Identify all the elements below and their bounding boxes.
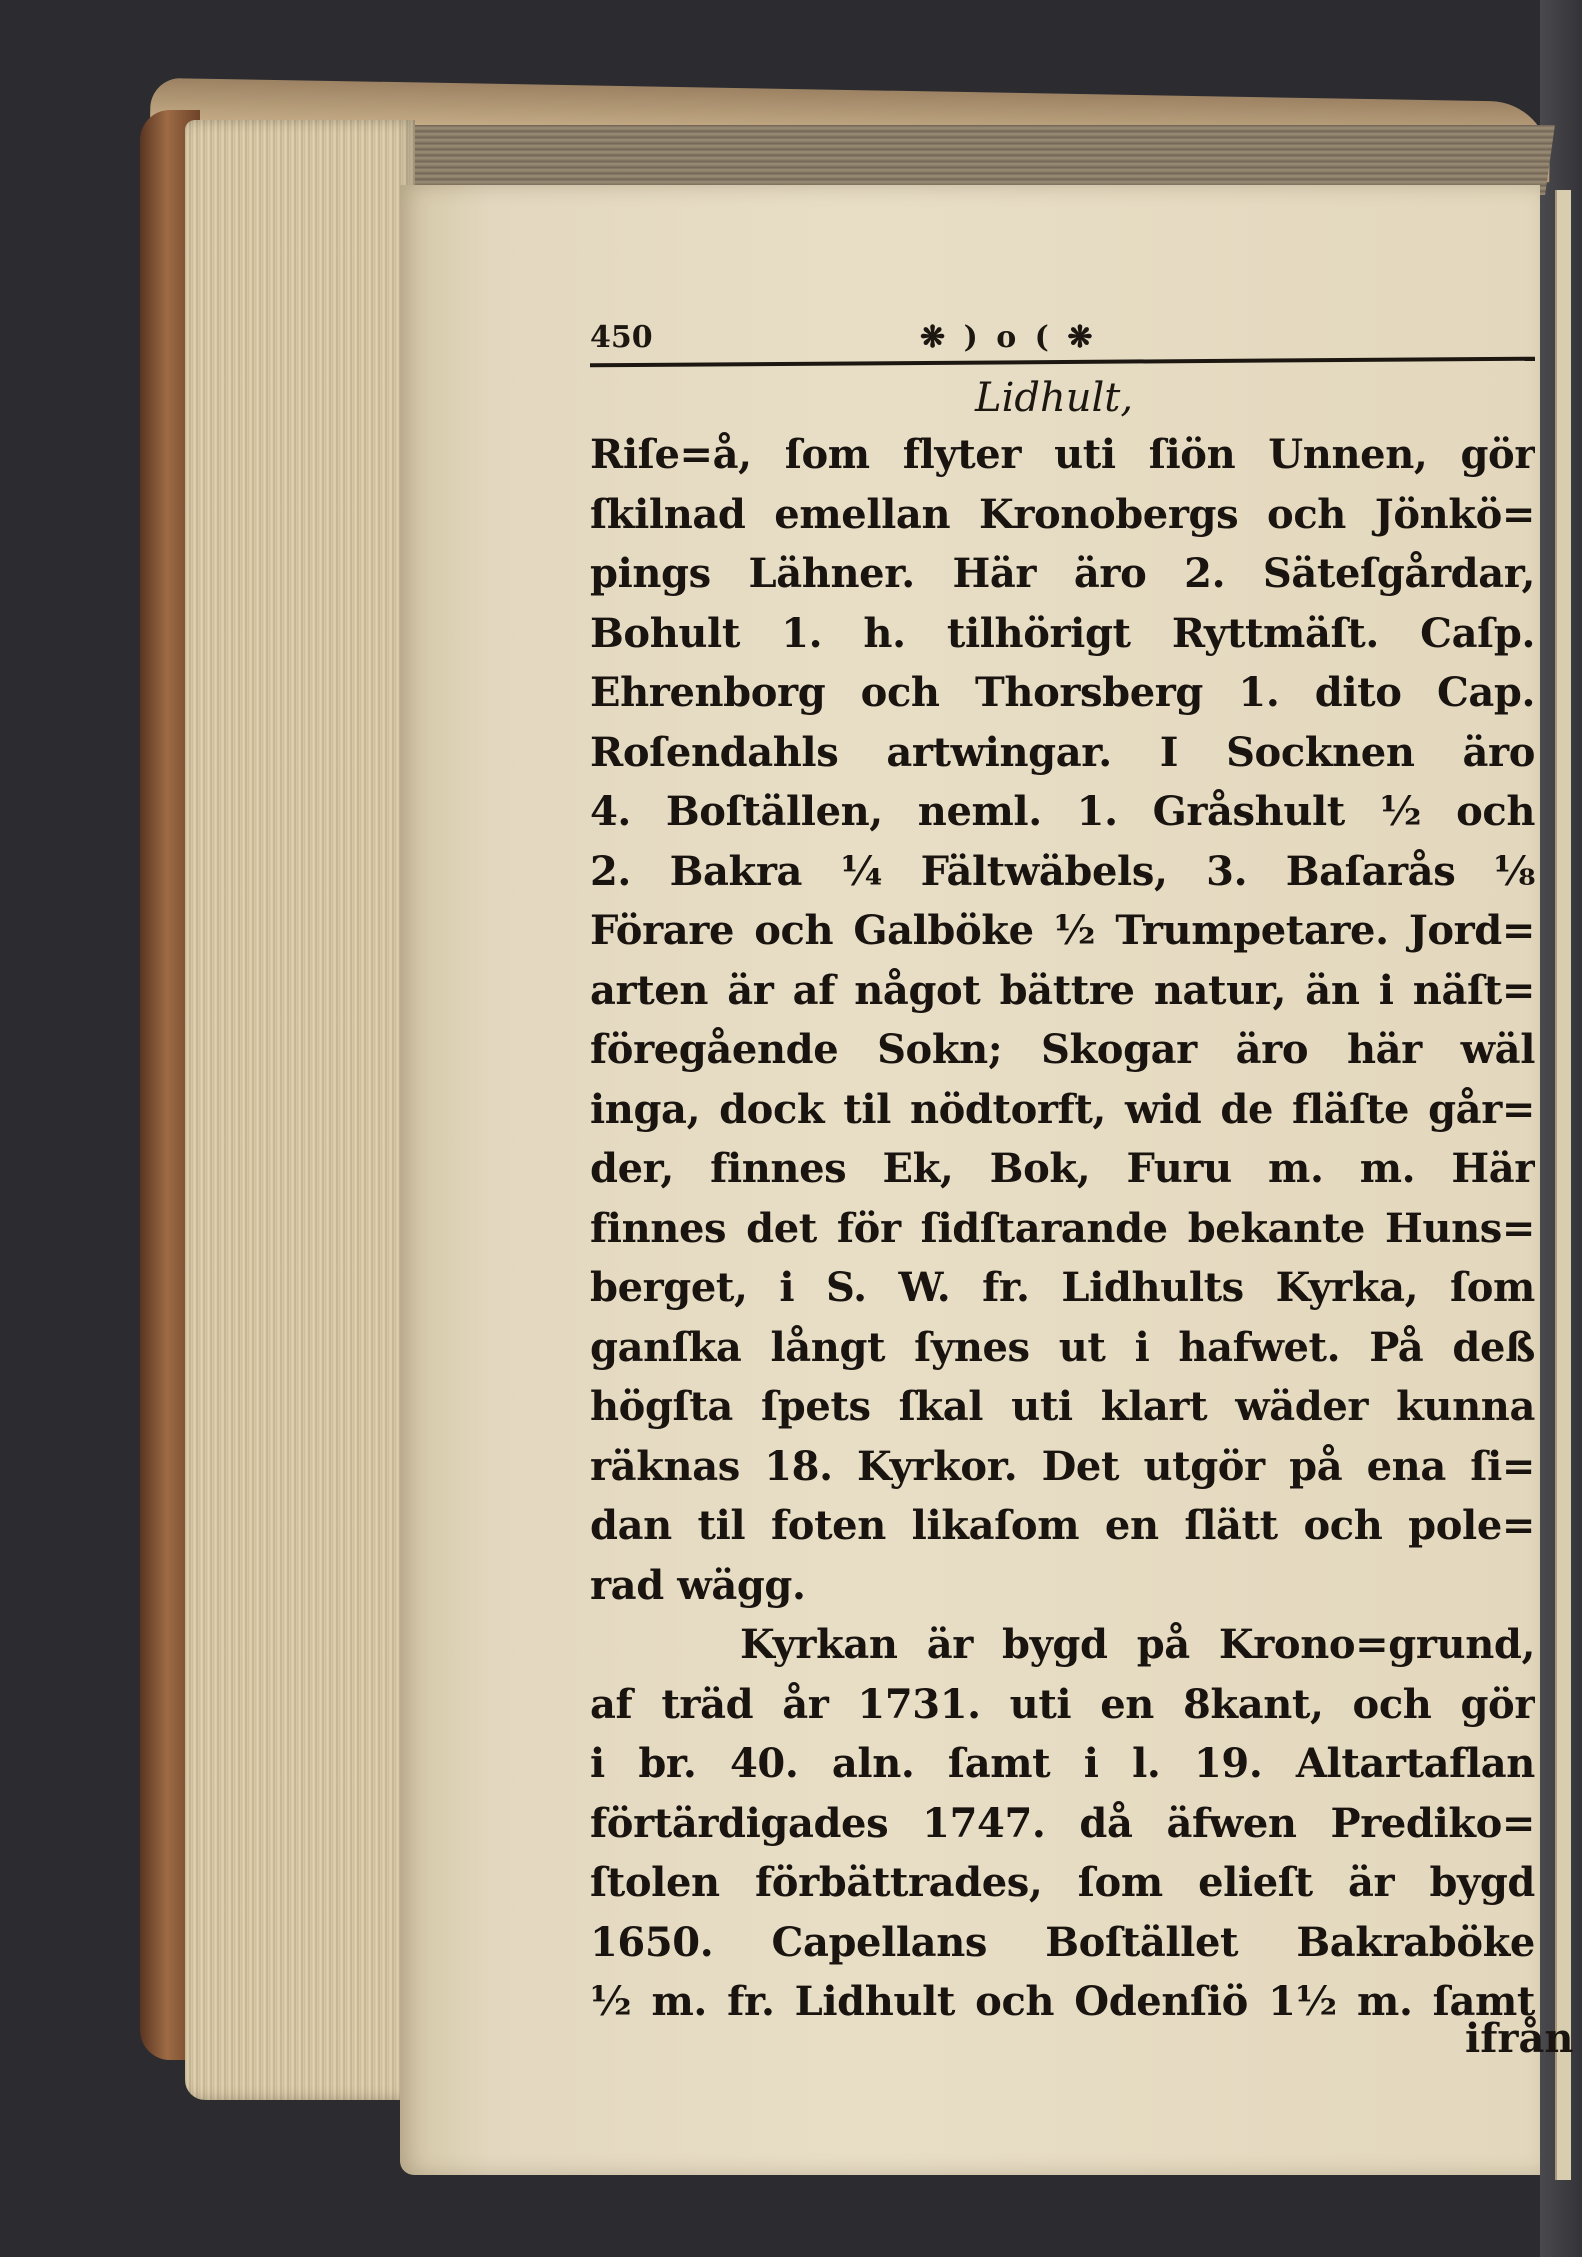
page-edges-left [185, 120, 415, 2100]
text-line: Riſe=å, ſom flyter uti ſiön Unnen, gör [590, 431, 1535, 478]
text-line: Bohult 1. h. tilhörigt Ryttmäſt. Caſp. [590, 609, 1535, 657]
text-line: ſkilnad emellan Kronobergs och Jönkö= [590, 490, 1535, 538]
text-line: 2. Bakra ¼ Fältwäbels, 3. Baſarås ⅛ [590, 847, 1535, 895]
text-line: inga, dock til nödtorft, wid de fläſte går= [590, 1085, 1535, 1133]
text-line: förtärdigades 1747. då äfwen Prediko= [590, 1799, 1535, 1847]
text-line: Roſendahls artwingar. I Socknen äro [590, 728, 1535, 776]
header-ornament: ❋ ) o ( ❋ [920, 320, 1097, 355]
text-line: 4. Boſtällen, neml. 1. Gråshult ½ och [590, 788, 1535, 835]
body-text [590, 425, 1535, 2032]
text-line: berget, i S. W. fr. Lidhults Kyrka, ſom [590, 1264, 1535, 1311]
text-line: Kyrkan är bygd på Krono=grund, [740, 1621, 1535, 1668]
text-line: dan til foten likaſom en ſlätt och pole= [590, 1502, 1535, 1549]
text-line: högſta ſpets ſkal uti klart wäder kunna [590, 1383, 1535, 1430]
text-line: af träd år 1731. uti en 8kant, och gör [590, 1680, 1535, 1728]
text-line: i br. 40. aln. ſamt i l. 19. Altartaflan [590, 1740, 1535, 1787]
text-line: pings Lähner. Här äro 2. Säteſgårdar, [590, 550, 1535, 597]
text-line: ſtolen förbättrades, ſom elieſt är bygd [590, 1859, 1535, 1906]
text-line: ganſka långt ſynes ut i hafwet. På deß [590, 1323, 1535, 1371]
text-line: 1650. Capellans Boſtället Bakraböke [590, 1918, 1535, 1966]
text-line: arten är af något bättre natur, än i näſt= [590, 966, 1535, 1014]
text-line: rad wägg. [590, 1561, 806, 1609]
text-line: Förare och Galböke ½ Trumpetare. Jord= [590, 907, 1535, 954]
page-number: 450 [590, 320, 653, 355]
text-line: föregående Sokn; Skogar äro här wäl [590, 1026, 1535, 1073]
catchword: ifrån [1465, 2015, 1574, 2062]
text-line: der, finnes Ek, Bok, Furu m. m. Här [590, 1145, 1535, 1192]
text-line: räknas 18. Kyrkor. Det utgör på ena ſi= [590, 1442, 1535, 1490]
page-gutter [1555, 190, 1571, 2180]
text-line: finnes det för ſidſtarande bekante Huns= [590, 1204, 1535, 1252]
text-line: ½ m. fr. Lidhult och Odenſiö 1½ m. ſamt [590, 1978, 1535, 2025]
running-title: Lidhult, [975, 375, 1134, 421]
text-line: Ehrenborg och Thorsberg 1. dito Cap. [590, 669, 1535, 716]
